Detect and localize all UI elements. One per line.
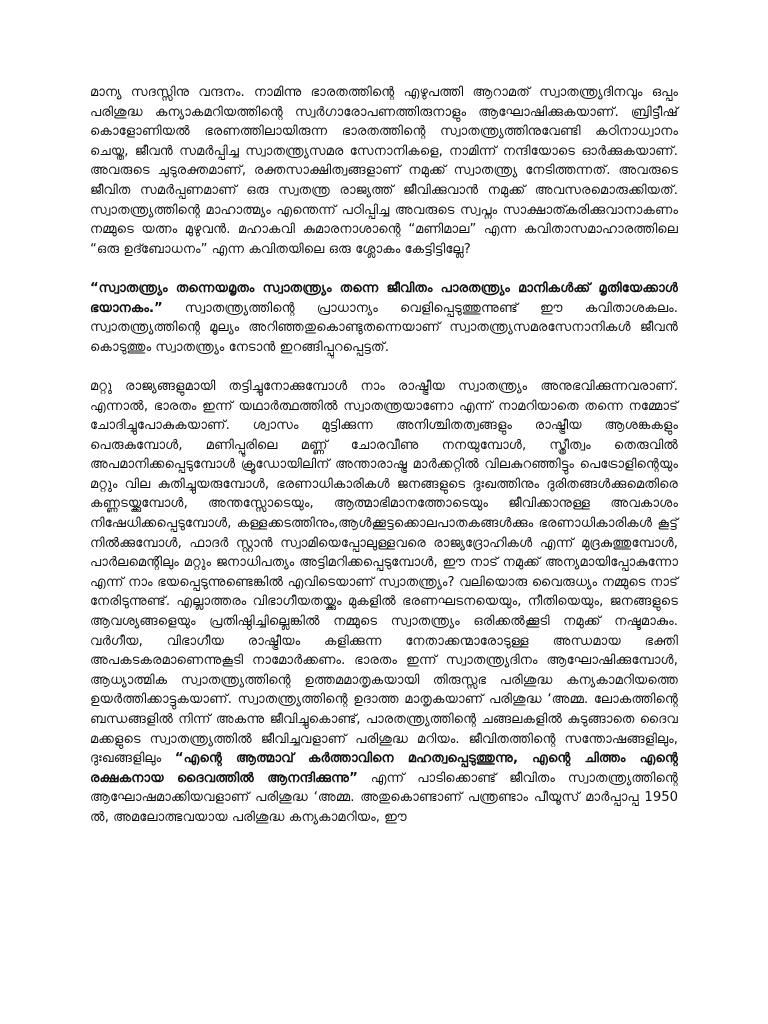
document-page	[90, 83, 678, 828]
paragraph-freedom-reflection	[90, 377, 678, 828]
reflection-continued-text: എന്ന് പാടിക്കൊണ്ട് ജീവിതം സ്വാതന്ത്ര്യത്തിന്റെ ആഘോഷമാക്കിയവളാണ് പരിശുദ്ധ ‘അമ്മ. അതുകൊണ്ടാണ് പന്ത്രണ്ടാം പീയൂസ് മാർപ്പാപ്പ 1950 ൽ, അമലോത്ഭവയായ പരിശുദ്ധ കന്യകാമറിയം, ഈ	[90, 770, 678, 825]
poem-explanation-text: സ്വാതന്ത്ര്യത്തിന്റെ പ്രാധാന്യം വെളിപ്പെടുത്തുന്നുണ്ട് ഈ കവിതാശകലം. സ്വാതന്ത്ര്യത്തിന്റെ മൂല്യം അറിഞ്ഞതുകൊണ്ടുതന്നെയാണ് സ്വാതന്ത്ര്യസമരസേനാനികൾ ജീവൻ കൊടുത്തും സ്വാതന്ത്ര്യം നേടാൻ ഇറങ്ങിപ്പുറപ്പെട്ടത്.	[90, 300, 678, 355]
paragraph-introduction	[90, 83, 678, 259]
magnificat-quote-text: “എന്റെ ആത്മാവ് കർത്താവിനെ മഹത്വപ്പെടുത്തുന്നു, എന്റെ ചിത്തം എന്റെ രക്ഷകനായ ദൈവത്തിൽ ആനന്ദിക്കുന്നു”	[90, 751, 678, 786]
reflection-text: മറ്റു രാജ്യങ്ങളുമായി തട്ടിച്ചുനോക്കുമ്പോൾ നാം രാഷ്ട്രീയ സ്വാതന്ത്ര്യം അനുഭവിക്കുന്നവരാണ്. എന്നാൽ, ഭാരതം ഇന്ന് യഥാർത്ഥത്തിൽ സ്വാതന്ത്രയാണോ എന്ന് നാമറിയാതെ തന്നെ നമ്മോട് ചോദിച്ചുപോകുകയാണ്. ശ്വാസം മുട്ടിക്കുന്ന അനിശ്ചിതത്വങ്ങളും രാഷ്ട്രീയ ആശങ്കകളും പെരുകുമ്പോൾ, മണിപ്പൂരിലെ മണ്ണ് ചോരവീണു നനയുമ്പോൾ, സ്ത്രീത്വം തെരുവിൽ അപമാനിക്കപ്പെടുമ്പോൾ ക്രൂഡോയിലിന് അന്താരാഷ്ട്ര മാർക്കറ്റിൽ വിലകുറഞ്ഞിട്ടും പെട്രോളിന്റെയും മറ്റും വില കുതിച്ചുയരുമ്പോൾ, ഭരണാധികാരികൾ ജനങ്ങളുടെ ദുഃഖത്തിനും ദുരിതങ്ങൾക്കുമെതിരെ കണ്ണടയ്ക്കുമ്പോൾ, അന്തസ്സോടെയും, ആത്മാഭിമാനത്തോടെയും ജീവിക്കാനുള്ള അവകാശം നിഷേധിക്കപ്പെടുമ്പോൾ, കള്ളക്കടത്തിനും,ആൾക്കൂട്ടക്കൊലപാതകങ്ങൾക്കും ഭരണാധികാരികൾ കൂട്ട് നിൽക്കുമ്പോൾ, ഫാദർ സ്റ്റാൻ സ്വാമിയെപ്പോലുള്ളവരെ രാജ്യദ്രോഹികൾ എന്ന് മുദ്രകുത്തുമ്പോൾ, പാർലമെന്റിലും മറ്റും ജനാധിപത്യം അട്ടിമറിക്കപ്പെടുമ്പോൾ, ഈ നാട് നമുക്ക് അന്യമായിപ്പോകുന്നോ എന്ന് നാം ഭയപ്പെടുന്നുണ്ടെങ്കിൽ എവിടെയാണ് സ്വാതന്ത്ര്യം? വലിയൊരു വൈരുധ്യം നമ്മുടെ നാട് നേരിടുന്നുണ്ട്. എല്ലാത്തരം വിഭാഗീയതയ്ക്കും മുകളിൽ ഭരണഘടനയെയും, നീതിയെയും, ജനങ്ങളുടെ ആവശ്യങ്ങളെയും പ്രതിഷ്ഠിച്ചില്ലെങ്കിൽ നമ്മുടെ സ്വാതന്ത്ര്യം ഒരിക്കൽക്കൂടി നമുക്ക് നഷ്ടമാകും. വർഗീയ, വിഭാഗീയ രാഷ്ട്രീയം കളിക്കുന്ന നേതാക്കന്മാരോടുള്ള അന്ധമായ ഭക്തി അപകടകരമാണെന്നുകൂടി നാമോർക്കണം. ഭാരതം ഇന്ന് സ്വാതന്ത്ര്യദിനം ആഘോഷിക്കുമ്പോൾ, ആധ്യാത്മിക സ്വാതന്ത്ര്യത്തിന്റെ ഉത്തമമാതൃകയായി തിരുസ്സഭ പരിശുദ്ധ കന്യകാമറിയത്തെ ഉയർത്തിക്കാട്ടുകയാണ്. സ്വാതന്ത്ര്യത്തിന്റെ ഉദാത്ത മാതൃകയാണ് പരിശുദ്ധ ‘അമ്മ. ലോകത്തിന്റെ ബന്ധങ്ങളിൽ നിന്ന് അകന്നു ജീവിച്ചുകൊണ്ട്, പാരതന്ത്ര്യത്തിന്റെ ചങ്ങലകളിൽ കുടുങ്ങാതെ ദൈവ മക്കളുടെ സ്വാതന്ത്ര്യത്തിൽ ജീവിച്ചവളാണ് പരിശുദ്ധ മറിയം. ജീവിതത്തിന്റെ സന്തോഷങ്ങളിലും, ദുഃഖങ്ങളിലും	[90, 378, 678, 767]
poem-quote-text: “സ്വാതന്ത്ര്യം തന്നെയമൃതം സ്വാതന്ത്ര്യം തന്നെ ജീവിതം പാരതന്ത്ര്യം മാനികൾക്ക് മൃതിയേക്കാൾ ഭയാനകം.”	[90, 280, 678, 316]
intro-text: മാന്യ സദസ്സിനു വന്ദനം. നാമിന്നു ഭാരതത്തിന്റെ എഴുപത്തി ആറാമത് സ്വാതന്ത്ര്യദിനവും ഒപ്പം പരിശുദ്ധ കന്യാകമറിയത്തിന്റെ സ്വർഗാരോപണത്തിരുനാളും ആഘോഷിക്കുകയാണ്. ബ്രിട്ടീഷ് കൊളോണിയൽ ഭരണത്തിലായിരുന്ന ഭാരതത്തിന്റെ സ്വാതന്ത്ര്യത്തിനുവേണ്ടി കഠിനാധ്വാനം ചെയ്ത, ജീവൻ സമർപ്പിച്ച സ്വാതന്ത്ര്യസമര സേനാനികളെ, നാമിന്ന് നന്ദിയോടെ ഓർക്കുകയാണ്. അവരുടെ ചുടുരക്തമാണ്, രക്തസാക്ഷിത്വങ്ങളാണ് നമുക്ക് സ്വാതന്ത്ര്യ നേടിത്തന്നത്. അവരുടെ ജീവിത സമർപ്പണമാണ് ഒരു സ്വതന്ത്ര രാജ്യത്ത് ജീവിക്കുവാൻ നമുക്ക് അവസരമൊരുക്കിയത്. സ്വാതന്ത്ര്യത്തിന്റെ മാഹാത്മ്യം എന്തെന്ന് പഠിപ്പിച്ച അവരുടെ സ്വപ്നം സാക്ഷാത്കരിക്കുവാനാകണം നമ്മുടെ യത്നം മുഴുവൻ. മഹാകവി കുമാരനാശാന്റെ “മണിമാല” എന്ന കവിതാസമാഹാരത്തിലെ “ഒരു ഉദ്ബോധനം” എന്ന കവിതയിലെ ഒരു ശ്ലോകം കേട്ടിട്ടില്ലേ?	[90, 85, 678, 257]
paragraph-poem-quote	[90, 279, 678, 357]
